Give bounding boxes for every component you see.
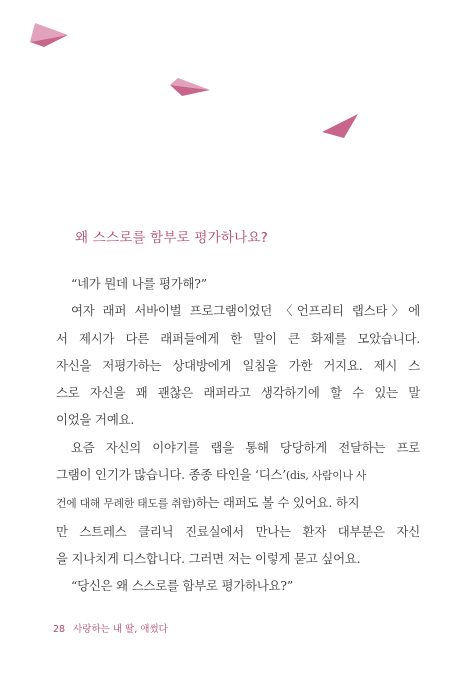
page-footer: [53, 621, 168, 635]
paper-plane-icon: [322, 112, 358, 138]
paragraph-line: 그램이 인기가 많습니다. 종종 타인을 ‘디스’(dis, 사람이나 사: [56, 467, 367, 483]
parenthetical-note: (dis, 사람이나 사: [286, 469, 367, 483]
paragraph-line: 만 스트레스 클리닉 진료실에서 만나는 환자 대부분은 자신: [56, 523, 420, 539]
paragraph-line: 스로 자신을 꽤 괜찮은 래퍼라고 생각하기에 할 수 있는 말: [56, 385, 420, 401]
section-heading: 왜 스스로를 함부로 평가하나요?: [75, 230, 268, 246]
paragraph-line: 서 제시가 다른 래퍼들에게 한 말이 큰 화제를 모았습니다.: [56, 330, 420, 346]
paragraph-line: “네가 뭔데 나를 평가해?”: [71, 276, 207, 291]
body-text: [56, 270, 420, 600]
page-number: 28: [53, 624, 66, 635]
paper-plane-icon: [170, 78, 210, 102]
paragraph-line: 여자 래퍼 서바이벌 프로그램이었던 〈언프리티 랩스타〉에: [71, 303, 420, 319]
paragraph-line: 을 지나치게 디스합니다. 그러면 저는 이렇게 묻고 싶어요.: [56, 550, 361, 566]
parenthetical-note: 건에 대해 무례한 태도를 취함): [56, 497, 196, 511]
book-title: 사랑하는 내 딸, 애썼다: [73, 624, 168, 635]
paragraph-line: “당신은 왜 스스로를 함부로 평가하나요?”: [71, 578, 293, 594]
paragraph-line: 건에 대해 무례한 태도를 취함)하는 래퍼도 볼 수 있어요. 하지: [56, 495, 360, 511]
paragraph-line: 자신을 저평가하는 상대방에게 일침을 가한 거지요. 제시 스: [56, 357, 420, 373]
paragraph-line: 요즘 자신의 이야기를 랩을 통해 당당하게 전달하는 프로: [71, 439, 420, 455]
paper-plane-icon: [30, 22, 68, 50]
paragraph-line: 이었을 거예요.: [56, 412, 135, 428]
